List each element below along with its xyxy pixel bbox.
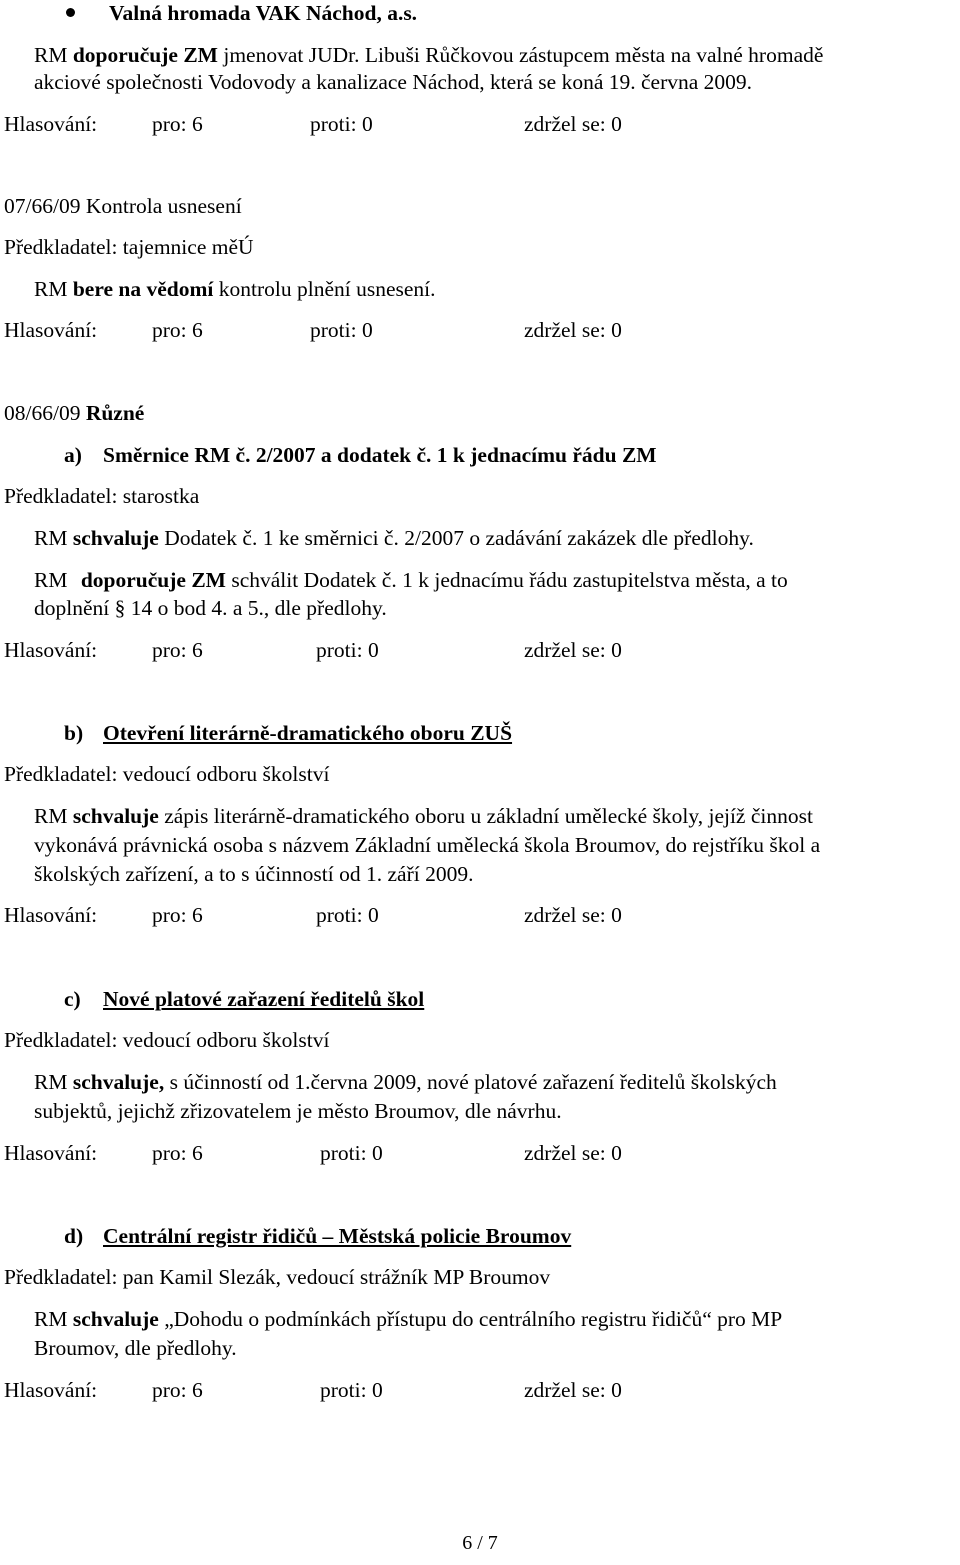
subitem-c-title: Nové platové zařazení ředitelů škol bbox=[103, 987, 425, 1011]
rm-label: RM bbox=[34, 526, 73, 550]
resolution-text: kontrolu plnění usnesení. bbox=[213, 277, 436, 301]
resolution-text: „Dohodu o podmínkách přístupu do centrálního registru řidičů“ pro MP bbox=[158, 1307, 783, 1331]
subitem-c-predkladatel: Předkladatel: vedoucí odboru školství bbox=[4, 1028, 330, 1052]
resolution-verb: bere na vědomí bbox=[72, 277, 214, 301]
subitem-a-resolution1 bbox=[34, 524, 754, 553]
vote-row bbox=[4, 1139, 704, 1168]
item08-heading bbox=[4, 399, 144, 428]
resolution-vak-line2: akciové společnosti Vodovody a kanalizace Náchod, která se koná 19. června 2009. bbox=[34, 70, 753, 94]
vote-zdrzel: zdržel se: 0 bbox=[524, 112, 622, 136]
item07-predkladatel: Předkladatel: tajemnice měÚ bbox=[4, 235, 254, 259]
vote-zdrzel: zdržel se: 0 bbox=[524, 638, 622, 662]
resolution-verb: schvaluje bbox=[72, 526, 159, 550]
subitem-d-resolution-line1 bbox=[34, 1305, 782, 1334]
vote-label: Hlasování: bbox=[4, 318, 98, 342]
subitem-d-resolution-line2: Broumov, dle předlohy. bbox=[34, 1336, 237, 1360]
vote-pro: pro: 6 bbox=[152, 1141, 203, 1165]
resolution-verb: schvaluje, bbox=[72, 1070, 165, 1094]
vote-label: Hlasování: bbox=[4, 638, 98, 662]
vote-pro: pro: 6 bbox=[152, 112, 203, 136]
vote-label: Hlasování: bbox=[4, 1141, 98, 1165]
item07-heading: 07/66/09 Kontrola usnesení bbox=[4, 194, 242, 218]
subitem-a-predkladatel: Předkladatel: starostka bbox=[4, 484, 200, 508]
subitem-d-predkladatel: Předkladatel: pan Kamil Slezák, vedoucí strážník MP Broumov bbox=[4, 1265, 551, 1289]
vote-row bbox=[4, 1376, 704, 1405]
vote-proti: proti: 0 bbox=[320, 1141, 383, 1165]
resolution-verb: doporučuje ZM bbox=[72, 43, 218, 67]
resolution-text: s účinností od 1.června 2009, nové platové zařazení ředitelů školských bbox=[164, 1070, 777, 1094]
subitem-a-resolution2-line2: doplnění § 14 o bod 4. a 5., dle předlohy. bbox=[34, 596, 387, 620]
resolution-text: zápis literárně-dramatického oboru u základní umělecké školy, jejíž činnost bbox=[158, 804, 813, 828]
resolution-vak-line1 bbox=[34, 41, 823, 70]
subitem-b-resolution-line1 bbox=[34, 802, 813, 831]
item08-number: 08/66/09 bbox=[4, 401, 86, 425]
rm-label: RM bbox=[34, 43, 73, 67]
vote-label: Hlasování: bbox=[4, 1378, 98, 1402]
vote-proti: proti: 0 bbox=[310, 112, 373, 136]
item-title-vak: Valná hromada VAK Náchod, a.s. bbox=[109, 1, 418, 25]
vote-label: Hlasování: bbox=[4, 112, 98, 136]
vote-zdrzel: zdržel se: 0 bbox=[524, 1378, 622, 1402]
subitem-b-resolution-line2: vykonává právnická osoba s názvem Základní umělecká škola Broumov, do rejstříku škol a bbox=[34, 833, 821, 857]
subitem-b-resolution-line3: školských zařízení, a to s účinností od 1. září 2009. bbox=[34, 862, 474, 886]
rm-label: RM bbox=[34, 1307, 73, 1331]
vote-proti: proti: 0 bbox=[320, 1378, 383, 1402]
vote-row bbox=[4, 636, 704, 665]
vote-pro: pro: 6 bbox=[152, 903, 203, 927]
bullet-dot-icon bbox=[66, 8, 75, 17]
rm-label: RM bbox=[34, 277, 73, 301]
vote-zdrzel: zdržel se: 0 bbox=[524, 318, 622, 342]
rm-label: RM bbox=[34, 1070, 73, 1094]
vote-proti: proti: 0 bbox=[310, 318, 373, 342]
subitem-c-resolution-line2: subjektů, jejichž zřizovatelem je město Broumov, dle návrhu. bbox=[34, 1099, 562, 1123]
subitem-c-marker: c) bbox=[64, 987, 81, 1011]
resolution-verb: doporučuje ZM bbox=[80, 568, 226, 592]
item08-title: Různé bbox=[85, 401, 145, 425]
subitem-d-marker: d) bbox=[64, 1224, 84, 1248]
vote-pro: pro: 6 bbox=[152, 318, 203, 342]
subitem-a-resolution2-line1 bbox=[34, 566, 788, 595]
subitem-b-marker: b) bbox=[64, 721, 84, 745]
rm-label: RM bbox=[34, 804, 73, 828]
vote-zdrzel: zdržel se: 0 bbox=[524, 1141, 622, 1165]
vote-row bbox=[4, 901, 704, 930]
resolution-verb: schvaluje bbox=[72, 804, 159, 828]
vote-zdrzel: zdržel se: 0 bbox=[524, 903, 622, 927]
subitem-b-title: Otevření literárně-dramatického oboru ZUŠ bbox=[103, 721, 513, 745]
vote-label: Hlasování: bbox=[4, 903, 98, 927]
rm-label: RM bbox=[34, 568, 73, 592]
subitem-a-marker: a) bbox=[64, 443, 82, 467]
vote-row bbox=[4, 316, 704, 345]
resolution-text: schválit Dodatek č. 1 k jednacímu řádu zastupitelstva města, a to bbox=[225, 568, 788, 592]
resolution-text: jmenovat JUDr. Libuši Růčkovou zástupcem města na valné hromadě bbox=[217, 43, 824, 67]
subitem-b-predkladatel: Předkladatel: vedoucí odboru školství bbox=[4, 762, 330, 786]
vote-row bbox=[4, 110, 704, 139]
subitem-d-title: Centrální registr řidičů – Městská policie Broumov bbox=[103, 1224, 572, 1248]
resolution-text: Dodatek č. 1 ke směrnici č. 2/2007 o zadávání zakázek dle předlohy. bbox=[158, 526, 754, 550]
vote-proti: proti: 0 bbox=[316, 903, 379, 927]
vote-proti: proti: 0 bbox=[316, 638, 379, 662]
vote-pro: pro: 6 bbox=[152, 1378, 203, 1402]
page-number: 6 / 7 bbox=[462, 1532, 498, 1554]
vote-pro: pro: 6 bbox=[152, 638, 203, 662]
resolution-verb: schvaluje bbox=[72, 1307, 159, 1331]
subitem-c-resolution-line1 bbox=[34, 1068, 777, 1097]
item07-resolution bbox=[34, 275, 436, 304]
subitem-a-title: Směrnice RM č. 2/2007 a dodatek č. 1 k jednacímu řádu ZM bbox=[103, 443, 657, 467]
